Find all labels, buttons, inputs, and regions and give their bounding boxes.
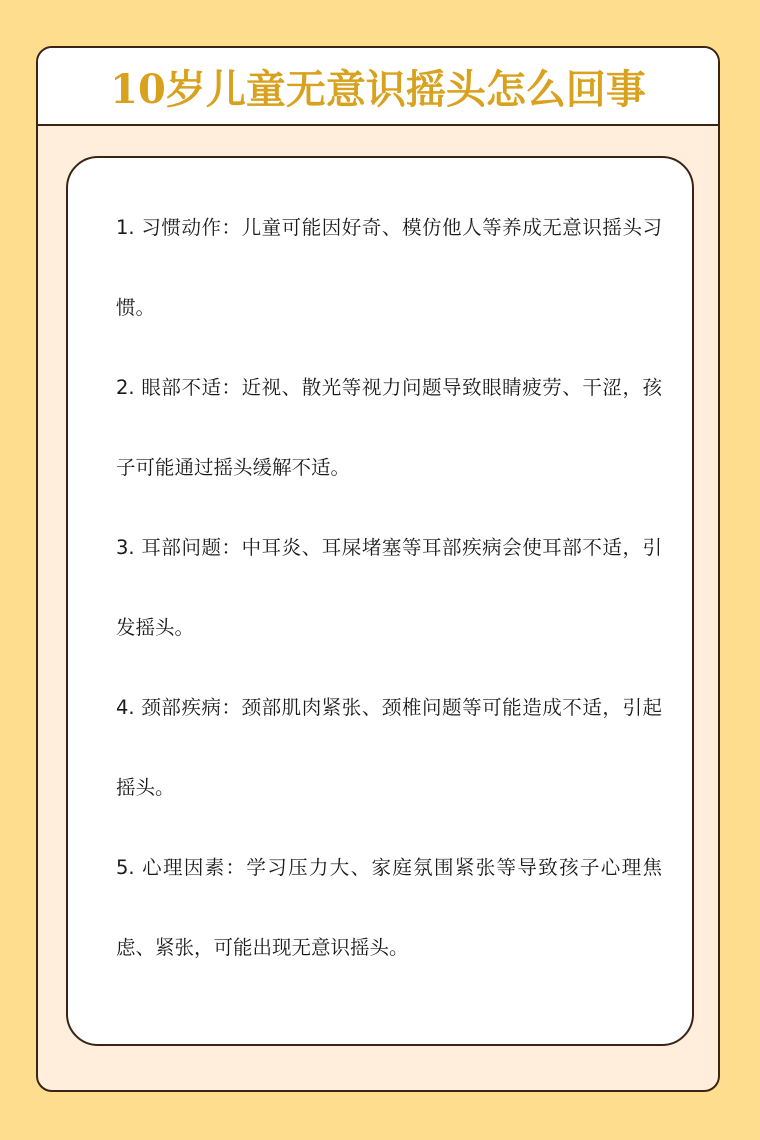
list-item: 3. 耳部问题：中耳炎、耳屎堵塞等耳部疾病会使耳部不适，引发摇头。 — [116, 536, 662, 639]
list-item: 4. 颈部疾病：颈部肌肉紧张、颈椎问题等可能造成不适，引起摇头。 — [116, 696, 662, 799]
content-list — [116, 188, 662, 988]
list-item: 2. 眼部不适：近视、散光等视力问题导致眼睛疲劳、干涩，孩子可能通过摇头缓解不适。 — [116, 376, 662, 479]
page-title: 10岁儿童无意识摇头怎么回事 — [110, 65, 646, 113]
list-item: 5. 心理因素：学习压力大、家庭氛围紧张等导致孩子心理焦虑、紧张，可能出现无意识摇头。 — [116, 856, 662, 959]
list-item: 1. 习惯动作：儿童可能因好奇、模仿他人等养成无意识摇头习惯。 — [116, 216, 662, 319]
content-panel — [66, 156, 694, 1046]
title-bar — [38, 48, 718, 126]
